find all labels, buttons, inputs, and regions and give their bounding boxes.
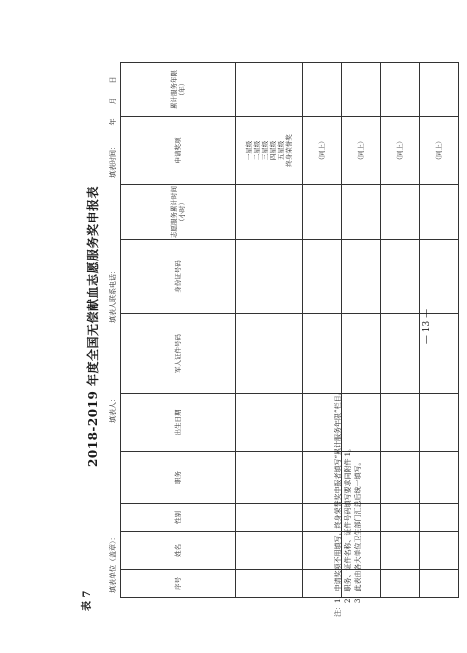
header-military-id: 军人证件号码 — [121, 314, 236, 394]
header-years: 累计服务年限（年） — [121, 63, 236, 117]
fill-date-label: 填表时间： 年 月 日 — [109, 76, 117, 178]
cell-name[interactable] — [236, 532, 303, 570]
page-number: — 13 — — [422, 308, 432, 345]
cell-gender[interactable] — [236, 504, 303, 532]
header-hours: 志愿服务累计时间（小时） — [121, 185, 236, 240]
cell-years[interactable] — [381, 63, 420, 117]
fill-unit-label: 填表单位（盖章）： — [109, 533, 117, 593]
header-award: 申请奖项 — [121, 117, 236, 185]
table-row — [236, 63, 303, 598]
application-table — [120, 62, 459, 598]
cell-id-number[interactable] — [381, 240, 420, 314]
cell-award-options — [236, 117, 303, 185]
table-header-row — [121, 63, 236, 598]
cell-award-same: （同上） — [303, 117, 342, 185]
award-option: 五星级 — [277, 140, 286, 161]
cell-military-id[interactable] — [236, 314, 303, 394]
cell-id-number[interactable] — [236, 240, 303, 314]
award-option: 二星级 — [252, 140, 261, 161]
cell-award-same: （同上） — [342, 117, 381, 185]
award-option: 终身荣誉奖 — [285, 134, 294, 167]
cell-position[interactable] — [236, 452, 303, 504]
note-line: 注：1．申请奖项不用填写，终身荣誉奖申报者填写“累计服务年限”栏目。 — [334, 388, 342, 617]
cell-position[interactable] — [381, 452, 420, 504]
header-seq: 序号 — [121, 570, 236, 598]
fill-person-label: 填表人： — [109, 395, 117, 423]
contact-phone-label: 填表人联系电话： — [109, 267, 117, 323]
cell-military-id[interactable] — [381, 314, 420, 394]
table-row — [381, 63, 420, 598]
cell-birth[interactable] — [236, 394, 303, 452]
award-option: 一星级 — [244, 140, 253, 161]
cell-award-same: （同上） — [420, 117, 459, 185]
table-label: 表 7 — [82, 590, 93, 611]
cell-seq[interactable] — [381, 570, 420, 598]
cell-hours[interactable] — [236, 185, 303, 240]
cell-seq[interactable] — [236, 570, 303, 598]
cell-gender[interactable] — [381, 504, 420, 532]
header-name: 姓名 — [121, 532, 236, 570]
header-birth: 出生日期 — [121, 394, 236, 452]
cell-award-same: （同上） — [381, 117, 420, 185]
header-gender: 性别 — [121, 504, 236, 532]
award-option: 四星级 — [269, 140, 277, 161]
header-position: 职务 — [121, 452, 236, 504]
cell-years[interactable] — [236, 63, 303, 117]
cell-hours[interactable] — [381, 185, 420, 240]
note-line: 2．职务、证件名称、证件号码填写要求同附件 1。 — [344, 444, 353, 617]
notes-section — [333, 57, 363, 617]
page-title: 2018-2019 年度全国无偿献血志愿服务奖申报表 — [86, 186, 100, 467]
note-line: 3．此表由各大单位卫生部门汇总后统一填写。 — [354, 458, 363, 617]
award-option: 三星级 — [260, 140, 269, 161]
cell-birth[interactable] — [381, 394, 420, 452]
cell-name[interactable] — [381, 532, 420, 570]
header-id-number: 身份证号码 — [121, 240, 236, 314]
